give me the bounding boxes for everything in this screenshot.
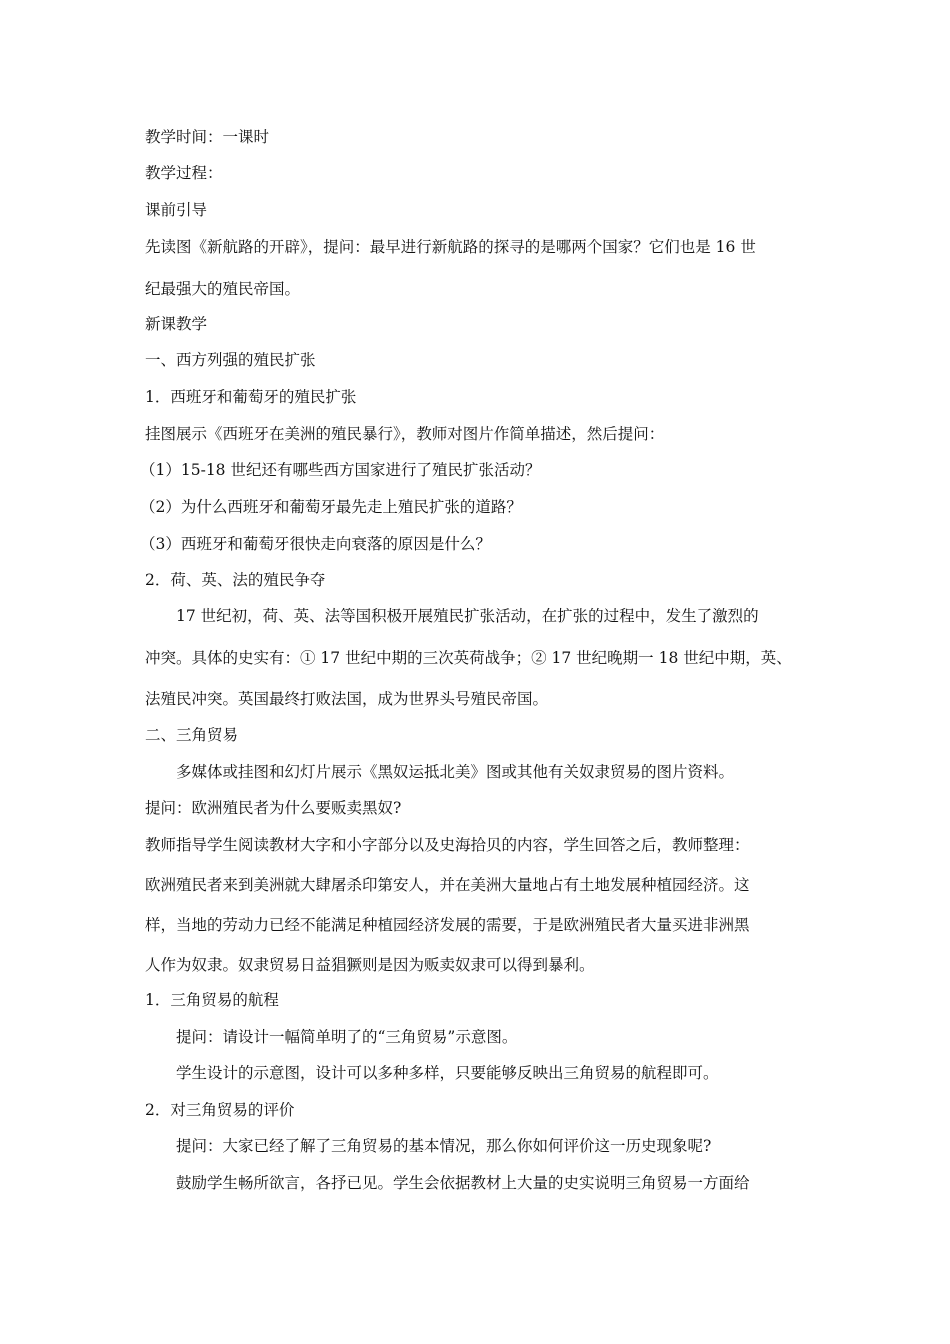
text-line: 学生设计的示意图，设计可以多种多样，只要能够反映出三角贸易的航程即可。: [176, 1064, 719, 1082]
text-line: 样，当地的劳动力已经不能满足种植园经济发展的需要，于是欧洲殖民者大量买进非洲黑: [145, 916, 750, 934]
question-item: （2）为什么西班牙和葡萄牙最先走上殖民扩张的道路？: [140, 498, 522, 516]
text-line: 多媒体或挂图和幻灯片展示《黑奴运抵北美》图或其他有关奴隶贸易的图片资料。: [176, 763, 735, 781]
section-heading: 课前引导: [145, 201, 208, 219]
text-line: 鼓励学生畅所欲言，各抒已见。学生会依据教材上大量的史实说明三角贸易一方面给: [176, 1174, 750, 1192]
text-line: 人作为奴隶。奴隶贸易日益猖獗则是因为贩卖奴隶可以得到暴利。: [145, 956, 595, 974]
text-line: 欧洲殖民者来到美洲就大肆屠杀印第安人，并在美洲大量地占有土地发展种植园经济。这: [145, 876, 750, 894]
section-heading: 一、西方列强的殖民扩张: [145, 351, 316, 369]
text-line: 法殖民冲突。英国最终打败法国，成为世界头号殖民帝国。: [145, 690, 549, 708]
text-line: 冲突。具体的史实有：① 17 世纪中期的三次英荷战争；② 17 世纪晚期一 18 世纪中期，英、: [145, 649, 792, 667]
text-line: 挂图展示《西班牙在美洲的殖民暴行》，教师对图片作简单描述，然后提问：: [145, 425, 665, 443]
text-line: 先读图《新航路的开辟》，提问：最早进行新航路的探寻的是哪两个国家？它们也是 16 世: [145, 238, 756, 256]
text-line: 提问：请设计一幅简单明了的“三角贸易”示意图。: [176, 1028, 518, 1046]
text-line: 教学时间：一课时: [145, 128, 270, 146]
text-line: 教师指导学生阅读教材大字和小字部分以及史海拾贝的内容，学生回答之后，教师整理：: [145, 836, 750, 854]
text-line: 纪最强大的殖民帝国。: [145, 280, 301, 298]
section-heading: 新课教学: [145, 315, 208, 333]
section-heading: 二、三角贸易: [145, 726, 239, 744]
subsection-heading: 1．西班牙和葡萄牙的殖民扩张: [145, 388, 357, 406]
subsection-heading: 2．对三角贸易的评价: [145, 1101, 295, 1119]
text-line: 教学过程：: [145, 164, 223, 182]
question-item: （1）15-18 世纪还有哪些西方国家进行了殖民扩张活动？: [140, 461, 541, 479]
question-item: （3）西班牙和葡萄牙很快走向衰落的原因是什么？: [140, 535, 491, 553]
subsection-heading: 2．荷、英、法的殖民争夺: [145, 571, 326, 589]
text-line: 提问：欧洲殖民者为什么要贩卖黑奴?: [145, 799, 402, 817]
subsection-heading: 1．三角贸易的航程: [145, 991, 279, 1009]
text-line: 提问：大家已经了解了三角贸易的基本情况，那么你如何评价这一历史现象呢?: [176, 1137, 712, 1155]
text-line: 17 世纪初，荷、英、法等国积极开展殖民扩张活动，在扩张的过程中，发生了激烈的: [176, 607, 759, 625]
